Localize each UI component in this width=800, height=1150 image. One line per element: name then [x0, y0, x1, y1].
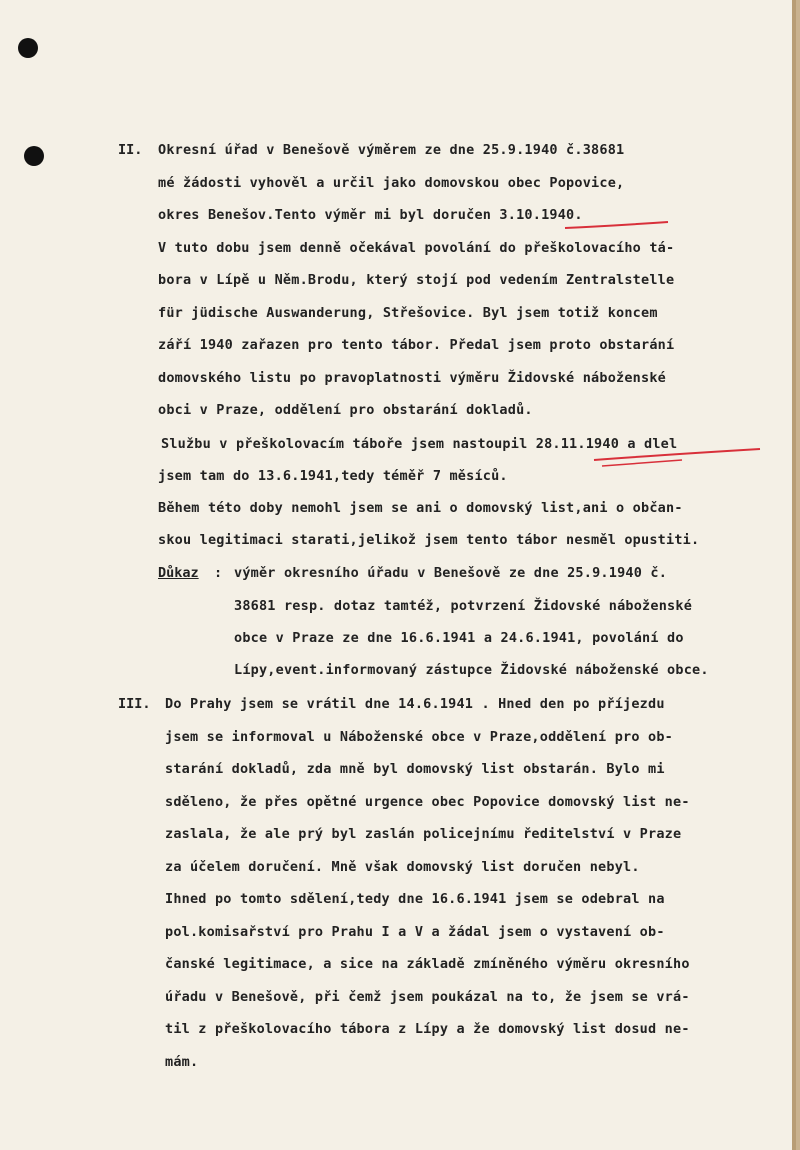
text-line: jsem se informoval u Náboženské obce v Praze,oddělení pro ob-: [165, 729, 673, 745]
text-line: mé žádosti vyhověl a určil jako domovskou obec Popovice,: [158, 175, 625, 191]
text-line: starání dokladů, zda mně byl domovský list obstarán. Bylo mi: [165, 761, 665, 777]
text-line: Okresní úřad v Benešově výměrem ze dne 25.9.1940 č.38681: [158, 142, 625, 158]
text-line: bora v Lípě u Něm.Brodu, který stojí pod vedením Zentralstelle: [158, 272, 675, 288]
text-line: obce v Praze ze dne 16.6.1941 a 24.6.1941, povolání do: [234, 630, 684, 646]
text-line: září 1940 zařazen pro tento tábor. Předal jsem proto obstarání: [158, 337, 675, 353]
text-line: obci v Praze, oddělení pro obstarání dokladů.: [158, 402, 533, 418]
red-underline-date: [565, 222, 668, 228]
text-line: pol.komisařství pro Prahu I a V a žádal jsem o vystavení ob-: [165, 924, 665, 940]
text-line: okres Benešov.Tento výměr mi byl doručen 3.10.1940.: [158, 207, 583, 223]
text-line: V tuto dobu jsem denně očekával povolání do přeškolovacího tá-: [158, 240, 675, 256]
section-number-iii: III.: [118, 696, 151, 712]
text-line: til z přeškolovacího tábora z Lípy a že domovský list dosud ne-: [165, 1021, 690, 1037]
text-line: jsem tam do 13.6.1941,tedy téměř 7 měsíců.: [158, 468, 508, 484]
text-line: za účelem doručení. Mně však domovský list doručen nebyl.: [165, 859, 640, 875]
text-line: domovského listu po pravoplatnosti výměru Židovské náboženské: [158, 370, 666, 386]
text-line: výměr okresního úřadu v Benešově ze dne 25.9.1940 č.: [234, 565, 668, 581]
text-line: skou legitimaci starati,jelikož jsem tento tábor nesměl opustiti.: [158, 532, 700, 548]
text-line: 38681 resp. dotaz tamtéž, potvrzení Židovské náboženské: [234, 598, 693, 614]
text-line: úřadu v Benešově, při čemž jsem poukázal na to, že jsem se vrá-: [165, 989, 690, 1005]
text-line: Během této doby nemohl jsem se ani o domovský list,ani o občan-: [158, 500, 683, 516]
text-line: sděleno, že přes opětné urgence obec Popovice domovský list ne-: [165, 794, 690, 810]
text-line: Službu v přeškolovacím táboře jsem nastoupil 28.11.1940 a dlel: [161, 436, 678, 452]
text-line: čanské legitimace, a sice na základě zmíněného výměru okresního: [165, 956, 690, 972]
red-underline-date: [602, 460, 682, 466]
evidence-colon: :: [214, 565, 223, 581]
text-line: mám.: [165, 1054, 199, 1070]
text-line: Do Prahy jsem se vrátil dne 14.6.1941 . Hned den po příjezdu: [165, 696, 665, 712]
text-line: Lípy,event.informovaný zástupce Židovské náboženské obce.: [234, 662, 709, 678]
text-line: für jüdische Auswanderung, Střešovice. Byl jsem totiž koncem: [158, 305, 658, 321]
evidence-label: Důkaz: [158, 565, 199, 581]
red-underline-date: [594, 449, 760, 460]
text-line: Ihned po tomto sdělení,tedy dne 16.6.1941 jsem se odebral na: [165, 891, 665, 907]
text-line: zaslala, že ale prý byl zaslán policejnímu ředitelství v Praze: [165, 826, 682, 842]
section-number-ii: II.: [118, 142, 143, 158]
